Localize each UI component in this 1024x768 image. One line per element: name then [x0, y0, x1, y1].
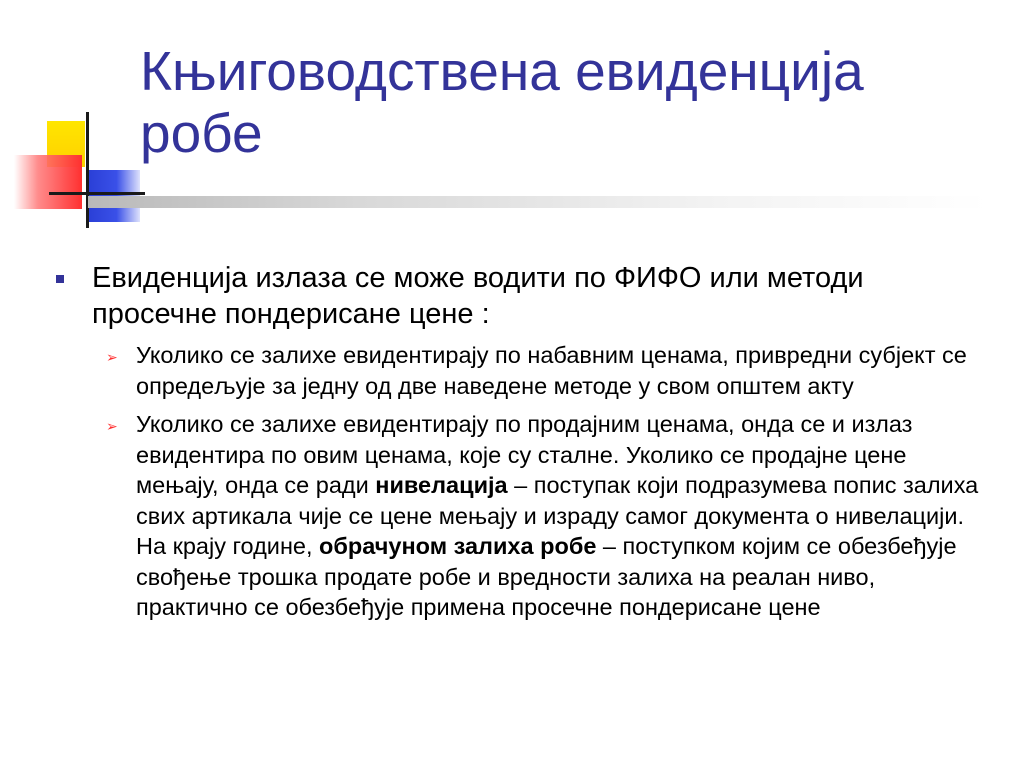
- sub-bullet-text-part: – поступком којим се обезбеђује свођење трошка продате робе и вредности залиха на реалан ниво, практично се обезбеђује примена просечне пондерисане цене: [136, 533, 957, 620]
- sub-bullet-item: [50, 340, 980, 401]
- bullet-item: [50, 260, 980, 332]
- sub-bullet-text: Уколико се залихе евидентирају по набавним ценама, привредни субјект се опредељује за једну од две наведене методе у свом општем акту: [136, 342, 967, 399]
- bold-term-nivelacija: нивелација: [375, 472, 508, 498]
- arrow-bullet-icon: ➢: [106, 418, 118, 434]
- bullet-text: Евиденција излаза се може водити по ФИФО или методи просечне пондерисане цене :: [92, 262, 864, 330]
- title-divider: [88, 196, 988, 208]
- bold-term-obracun: обрачуном залиха робе: [319, 533, 597, 559]
- sub-bullet-text: [136, 411, 978, 620]
- arrow-bullet-icon: ➢: [106, 349, 118, 365]
- horizontal-line: [49, 192, 145, 195]
- sub-bullet-text-part: – поступак који подразумева попис залиха свих артикала чије се цене мењају и израду самог документа о нивелацији. На крају године,: [136, 472, 979, 559]
- vertical-line: [86, 112, 89, 228]
- red-square: [14, 155, 82, 209]
- sub-bullet-item: [50, 409, 980, 623]
- square-bullet-icon: [56, 275, 64, 283]
- slide-body: [50, 260, 980, 631]
- slide-title: Књиговодствена евиденција робе: [140, 40, 864, 164]
- sub-bullet-text-part: Уколико се залихе евидентирају по продајним ценама, онда се и излаз евидентира по овим ценама, које су сталне. Уколико се продајне цене мењају, онда се ради: [136, 411, 913, 498]
